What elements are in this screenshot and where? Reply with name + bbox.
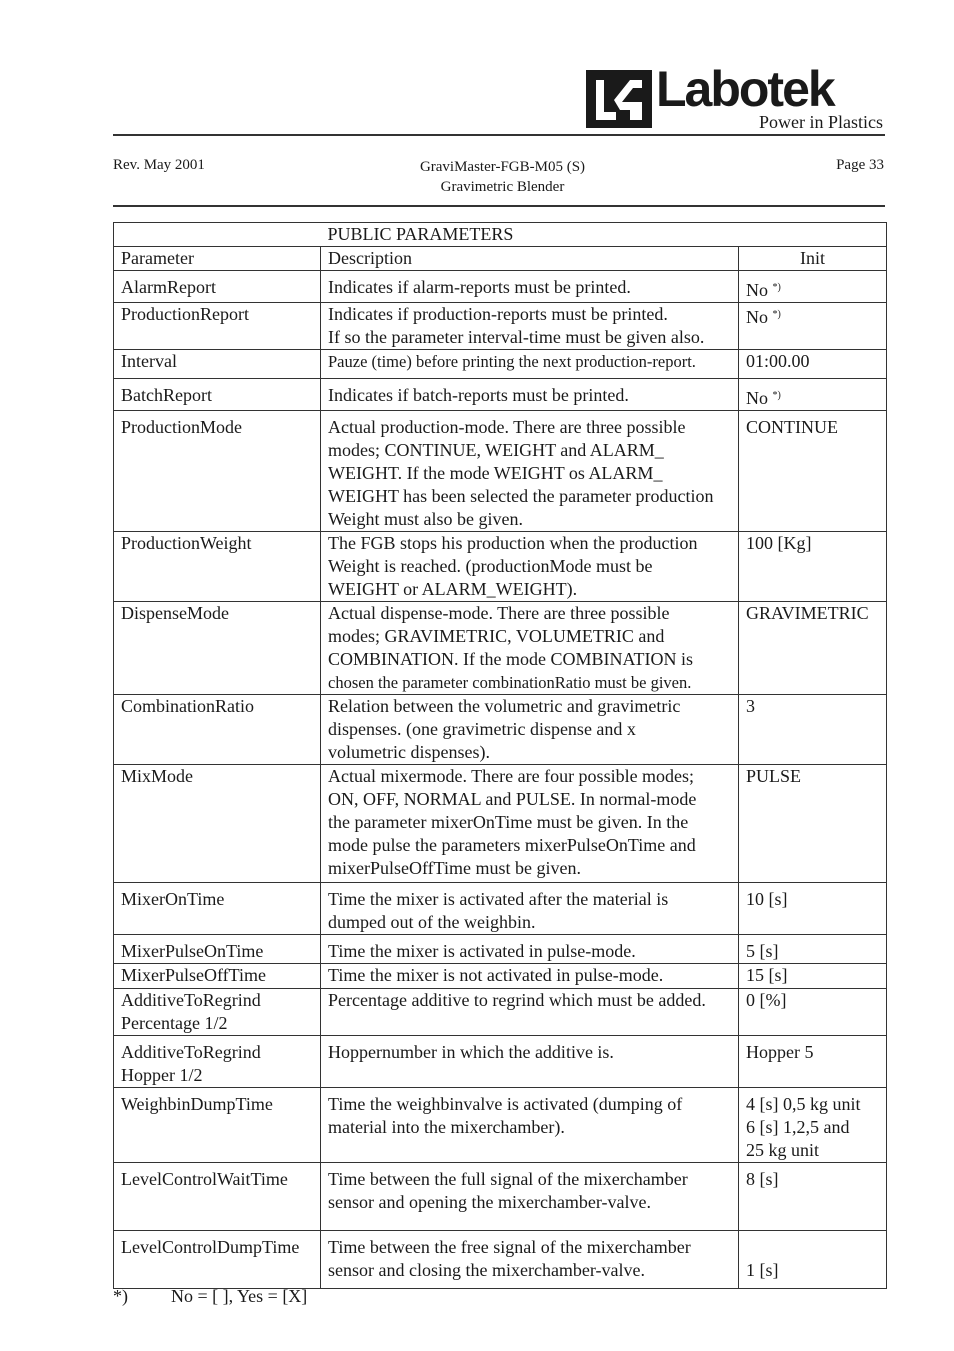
parameter-init-value: [739, 883, 887, 935]
document-title: GraviMaster-FGB-M05 (S): [419, 159, 586, 175]
init-value-line: No: [746, 280, 768, 300]
parameter-name-line: MixerOnTime: [121, 889, 225, 909]
parameter-name: [114, 883, 321, 935]
parameter-name-line: Percentage 1/2: [121, 1013, 228, 1033]
description-line: volumetric dispenses).: [328, 742, 490, 762]
parameter-name-line: BatchReport: [121, 385, 212, 405]
page-number: Page 33: [836, 157, 884, 173]
footnote-reference: *): [772, 309, 781, 320]
description-line: sensor and closing the mixerchamber-valve.: [328, 1260, 646, 1280]
parameter-name-line: AdditiveToRegrind: [121, 990, 261, 1010]
table-row: [114, 1088, 887, 1163]
public-parameters-table: [113, 222, 887, 1289]
description-line: Time between the free signal of the mixerchamber: [328, 1237, 691, 1257]
parameter-name-line: MixMode: [121, 766, 193, 786]
parameter-name: [114, 1163, 321, 1231]
init-value-line: 01:00.00: [746, 351, 810, 371]
parameter-init-value: [739, 765, 887, 883]
parameter-name-line: ProductionWeight: [121, 533, 252, 553]
init-value-line: 25 kg unit: [746, 1140, 820, 1160]
parameter-name: [114, 765, 321, 883]
column-header-description: Description: [321, 247, 739, 271]
table-row: [114, 379, 887, 411]
description-line: Actual production-mode. There are three possible: [328, 417, 686, 437]
parameter-name: [114, 1036, 321, 1088]
labotek-logo: [586, 61, 886, 132]
init-value-line: CONTINUE: [746, 417, 838, 437]
parameter-init-value: [739, 1088, 887, 1163]
parameter-description: [321, 765, 739, 883]
parameter-init-value: [739, 303, 887, 350]
description-line: sensor and opening the mixerchamber-valve.: [328, 1192, 652, 1212]
parameter-init-value: [739, 695, 887, 765]
init-value-line: 3: [746, 696, 755, 716]
table-row: [114, 1163, 887, 1231]
parameter-name-line: WeighbinDumpTime: [121, 1094, 273, 1114]
description-line: modes; GRAVIMETRIC, VOLUMETRIC and: [328, 626, 665, 646]
column-header-init: Init: [739, 247, 887, 271]
footnote-text: No = [ ], Yes = [X]: [171, 1286, 308, 1306]
init-value-line: 15 [s]: [746, 965, 788, 985]
parameter-name-line: AdditiveToRegrind: [121, 1042, 261, 1062]
description-line: Time the weighbinvalve is activated (dumping of: [328, 1094, 683, 1114]
parameter-name-line: AlarmReport: [121, 277, 216, 297]
description-line: COMBINATION. If the mode COMBINATION is: [328, 649, 693, 669]
description-line: dumped out of the weighbin.: [328, 912, 536, 932]
init-value-line: No: [746, 388, 768, 408]
parameter-description: [321, 532, 739, 602]
parameter-description: [321, 1163, 739, 1231]
table-row: [114, 964, 887, 989]
document-title-block: [300, 157, 705, 197]
description-line: Pauze (time) before printing the next production-report.: [328, 352, 696, 371]
parameter-name: [114, 1088, 321, 1163]
column-header-parameter: Parameter: [114, 247, 321, 271]
description-line: Indicates if production-reports must be printed.: [328, 304, 668, 324]
description-line: Indicates if batch-reports must be printed.: [328, 385, 629, 405]
parameter-name-line: MixerPulseOnTime: [121, 941, 264, 961]
description-line: mode pulse the parameters mixerPulseOnTime and: [328, 835, 696, 855]
init-value-line: 1 [s]: [746, 1260, 779, 1280]
labotek-logo-mark-icon: [586, 70, 652, 128]
init-value-line: 5 [s]: [746, 941, 779, 961]
parameter-init-value: [739, 935, 887, 964]
parameter-description: [321, 411, 739, 532]
parameter-description: [321, 1036, 739, 1088]
init-value-line: GRAVIMETRIC: [746, 603, 869, 623]
init-value-line: 8 [s]: [746, 1169, 779, 1189]
parameter-description: [321, 964, 739, 989]
table-row: [114, 695, 887, 765]
parameter-name: [114, 602, 321, 695]
init-value-line: 100 [Kg]: [746, 533, 812, 553]
description-line: Actual dispense-mode. There are three possible: [328, 603, 670, 623]
description-line: Indicates if alarm-reports must be printed.: [328, 277, 631, 297]
parameter-description: [321, 379, 739, 411]
table-row: [114, 411, 887, 532]
parameter-name: [114, 350, 321, 379]
parameter-init-value: [739, 350, 887, 379]
parameter-init-value: [739, 1036, 887, 1088]
parameter-init-value: [739, 271, 887, 303]
footnote-reference: *): [772, 390, 781, 401]
parameter-init-value: [739, 989, 887, 1036]
parameter-name: [114, 411, 321, 532]
init-value-line: [746, 1236, 879, 1259]
parameter-name-line: Interval: [121, 351, 177, 371]
table-row: [114, 602, 887, 695]
parameter-description: [321, 989, 739, 1036]
parameter-description: [321, 935, 739, 964]
description-line: Time the mixer is not activated in pulse-mode.: [328, 965, 664, 985]
revision-date: Rev. May 2001: [113, 157, 205, 173]
parameter-description: [321, 303, 739, 350]
init-value-line: No: [746, 307, 768, 327]
init-value-with-mark: [746, 303, 879, 329]
document-subtitle: Gravimetric Blender: [440, 179, 565, 195]
parameter-name-line: ProductionReport: [121, 304, 249, 324]
description-line: WEIGHT. If the mode WEIGHT os ALARM_: [328, 463, 663, 483]
parameter-name: [114, 1231, 321, 1289]
parameter-name: [114, 695, 321, 765]
description-line: modes; CONTINUE, WEIGHT and ALARM_: [328, 440, 664, 460]
header-rule-top: [113, 134, 885, 136]
parameter-description: [321, 1231, 739, 1289]
table-row: [114, 883, 887, 935]
description-line: mixerPulseOffTime must be given.: [328, 858, 581, 878]
table-row: [114, 350, 887, 379]
table-row: [114, 765, 887, 883]
description-line: The FGB stops his production when the production: [328, 533, 698, 553]
description-line: If so the parameter interval-time must be given also.: [328, 327, 705, 347]
table-row: [114, 532, 887, 602]
parameter-name: [114, 964, 321, 989]
table-title: PUBLIC PARAMETERS: [321, 223, 739, 247]
table-row: [114, 1036, 887, 1088]
table-row: [114, 989, 887, 1036]
parameter-name: [114, 271, 321, 303]
footnote-reference: *): [772, 282, 781, 293]
description-line: WEIGHT has been selected the parameter production: [328, 486, 714, 506]
table-header-row: [114, 247, 887, 271]
description-line: Hoppernumber in which the additive is.: [328, 1042, 614, 1062]
parameter-name: [114, 303, 321, 350]
description-line: material into the mixerchamber).: [328, 1117, 565, 1137]
parameter-name-line: Hopper 1/2: [121, 1065, 203, 1085]
description-line: Time the mixer is activated in pulse-mode.: [328, 941, 636, 961]
description-line: ON, OFF, NORMAL and PULSE. In normal-mode: [328, 789, 697, 809]
table-row: [114, 935, 887, 964]
description-line: Time between the full signal of the mixerchamber: [328, 1169, 688, 1189]
parameter-description: [321, 1088, 739, 1163]
description-line: the parameter mixerOnTime must be given. In the: [328, 812, 689, 832]
footnote: [113, 1286, 307, 1307]
parameter-description: [321, 350, 739, 379]
parameter-name-line: DispenseMode: [121, 603, 229, 623]
table-title-row: [114, 223, 887, 247]
description-line: Relation between the volumetric and gravimetric: [328, 696, 681, 716]
parameter-name: [114, 935, 321, 964]
init-value-line: PULSE: [746, 766, 802, 786]
description-line: dispenses. (one gravimetric dispense and x: [328, 719, 636, 739]
header-rule-bottom: [113, 205, 885, 207]
footnote-mark: *): [113, 1286, 128, 1306]
parameter-name: [114, 379, 321, 411]
init-value-line: 10 [s]: [746, 889, 788, 909]
parameter-description: [321, 695, 739, 765]
parameter-name: [114, 532, 321, 602]
init-value-with-mark: [746, 384, 879, 410]
logo-wordmark: Labotek: [656, 61, 834, 117]
parameter-init-value: [739, 379, 887, 411]
description-line: Percentage additive to regrind which must be added.: [328, 990, 706, 1010]
description-line: chosen the parameter combinationRatio must be given.: [328, 673, 692, 692]
table-row: [114, 271, 887, 303]
parameter-description: [321, 271, 739, 303]
parameter-init-value: [739, 1163, 887, 1231]
parameter-name-line: ProductionMode: [121, 417, 242, 437]
parameter-name-line: LevelControlDumpTime: [121, 1237, 300, 1257]
description-line: Weight must also be given.: [328, 509, 524, 529]
table-row: [114, 303, 887, 350]
parameter-init-value: [739, 964, 887, 989]
parameter-init-value: [739, 532, 887, 602]
parameter-init-value: [739, 1231, 887, 1289]
parameter-init-value: [739, 602, 887, 695]
description-line: Time the mixer is activated after the material is: [328, 889, 669, 909]
init-value-line: 0 [%]: [746, 990, 787, 1010]
description-line: Actual mixermode. There are four possible modes;: [328, 766, 695, 786]
description-line: WEIGHT or ALARM_WEIGHT).: [328, 579, 578, 599]
parameter-name: [114, 989, 321, 1036]
init-value-line: 6 [s] 1,2,5 and: [746, 1117, 850, 1137]
parameter-init-value: [739, 411, 887, 532]
init-value-line: Hopper 5: [746, 1042, 814, 1062]
parameter-description: [321, 883, 739, 935]
logo-tagline: Power in Plastics: [759, 112, 883, 132]
parameter-description: [321, 602, 739, 695]
table-body: [114, 271, 887, 1289]
parameter-name-line: CombinationRatio: [121, 696, 254, 716]
parameter-name-line: LevelControlWaitTime: [121, 1169, 288, 1189]
init-value-with-mark: [746, 276, 879, 302]
init-value-line: 4 [s] 0,5 kg unit: [746, 1094, 861, 1114]
parameter-name-line: MixerPulseOffTime: [121, 965, 267, 985]
description-line: Weight is reached. (productionMode must be: [328, 556, 653, 576]
table-row: [114, 1231, 887, 1289]
